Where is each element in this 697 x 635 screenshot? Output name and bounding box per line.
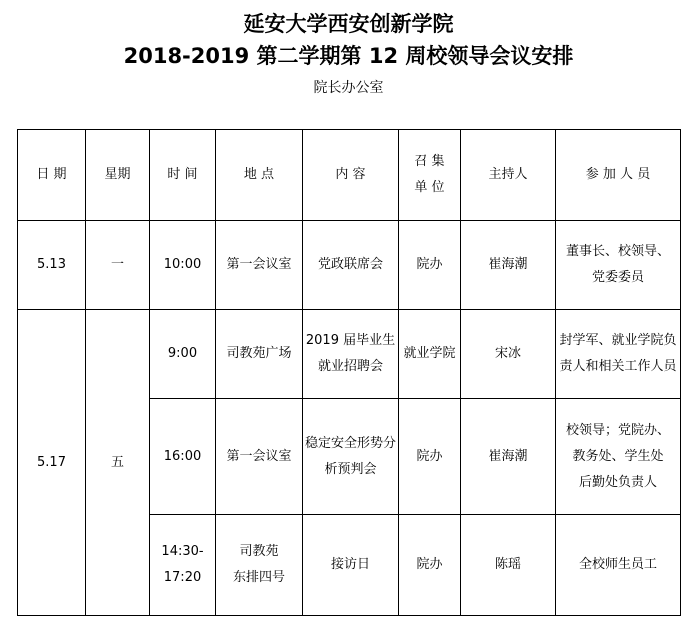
table-row — [18, 310, 681, 399]
col-unit-header-line2: 单 位 — [414, 180, 445, 195]
attendees-cell — [556, 310, 681, 399]
content-line: 就业招聘会 — [317, 359, 383, 374]
content-line: 稳定安全形势分 — [304, 435, 396, 451]
meeting-title: 2018-2019 第二学期第 12 周校领导会议安排 — [123, 44, 574, 68]
content-cell: 接访日 — [303, 515, 399, 616]
attendees-line: 董事长、校领导、 — [565, 244, 670, 259]
place-cell — [216, 515, 303, 616]
col-unit-header-line1: 召 集 — [414, 154, 445, 169]
attendees-cell: 全校师生员工 — [556, 515, 681, 616]
host-cell: 宋冰 — [461, 310, 556, 399]
time-line: 17:20 — [163, 570, 202, 585]
col-content-header: 内 容 — [303, 130, 399, 221]
attendees-line: 党委委员 — [591, 270, 644, 285]
place-line: 司教苑 — [239, 544, 279, 559]
time-line: 14:30- — [161, 544, 204, 559]
unit-cell: 院办 — [399, 221, 461, 310]
school-title: 延安大学西安创新学院 — [243, 12, 454, 36]
col-date-header: 日 期 — [18, 130, 86, 221]
time-cell: 9:00 — [150, 310, 216, 399]
unit-cell: 就业学院 — [399, 310, 461, 399]
unit-cell: 院办 — [399, 399, 461, 515]
host-cell: 陈瑶 — [461, 515, 556, 616]
content-line: 2019 届毕业生 — [305, 333, 396, 348]
place-cell: 第一会议室 — [216, 399, 303, 515]
header-row — [18, 130, 681, 221]
time-cell — [150, 515, 216, 616]
place-cell: 司教苑广场 — [216, 310, 303, 399]
col-weekday-header: 星期 — [86, 130, 150, 221]
attendees-line: 后勤处负责人 — [578, 474, 657, 490]
col-host-header: 主持人 — [461, 130, 556, 221]
date-cell: 5.17 — [18, 310, 86, 616]
table-row — [18, 221, 681, 310]
col-place-header: 地 点 — [216, 130, 303, 221]
col-time-header: 时 间 — [150, 130, 216, 221]
content-cell — [303, 310, 399, 399]
content-cell: 党政联席会 — [303, 221, 399, 310]
host-cell: 崔海潮 — [461, 399, 556, 515]
weekday-cell: 五 — [86, 310, 150, 616]
place-cell: 第一会议室 — [216, 221, 303, 310]
attendees-cell — [556, 221, 681, 310]
attendees-line: 校领导；党院办、 — [565, 422, 670, 438]
col-attendees-header: 参 加 人 员 — [556, 130, 681, 221]
office-subtitle: 院长办公室 — [313, 80, 384, 96]
host-cell: 崔海潮 — [461, 221, 556, 310]
content-cell — [303, 399, 399, 515]
date-cell: 5.13 — [18, 221, 86, 310]
time-cell: 10:00 — [150, 221, 216, 310]
col-unit-header — [399, 130, 461, 221]
time-cell: 16:00 — [150, 399, 216, 515]
unit-cell: 院办 — [399, 515, 461, 616]
attendees-line: 教务处、学生处 — [572, 448, 664, 464]
attendees-line: 责人和相关工作人员 — [559, 359, 677, 374]
content-line: 析预判会 — [324, 461, 377, 477]
attendees-line: 封学军、就业学院负 — [559, 333, 677, 348]
schedule-table — [17, 129, 681, 616]
place-line: 东排四号 — [232, 570, 285, 585]
weekday-cell: 一 — [86, 221, 150, 310]
attendees-cell — [556, 399, 681, 515]
